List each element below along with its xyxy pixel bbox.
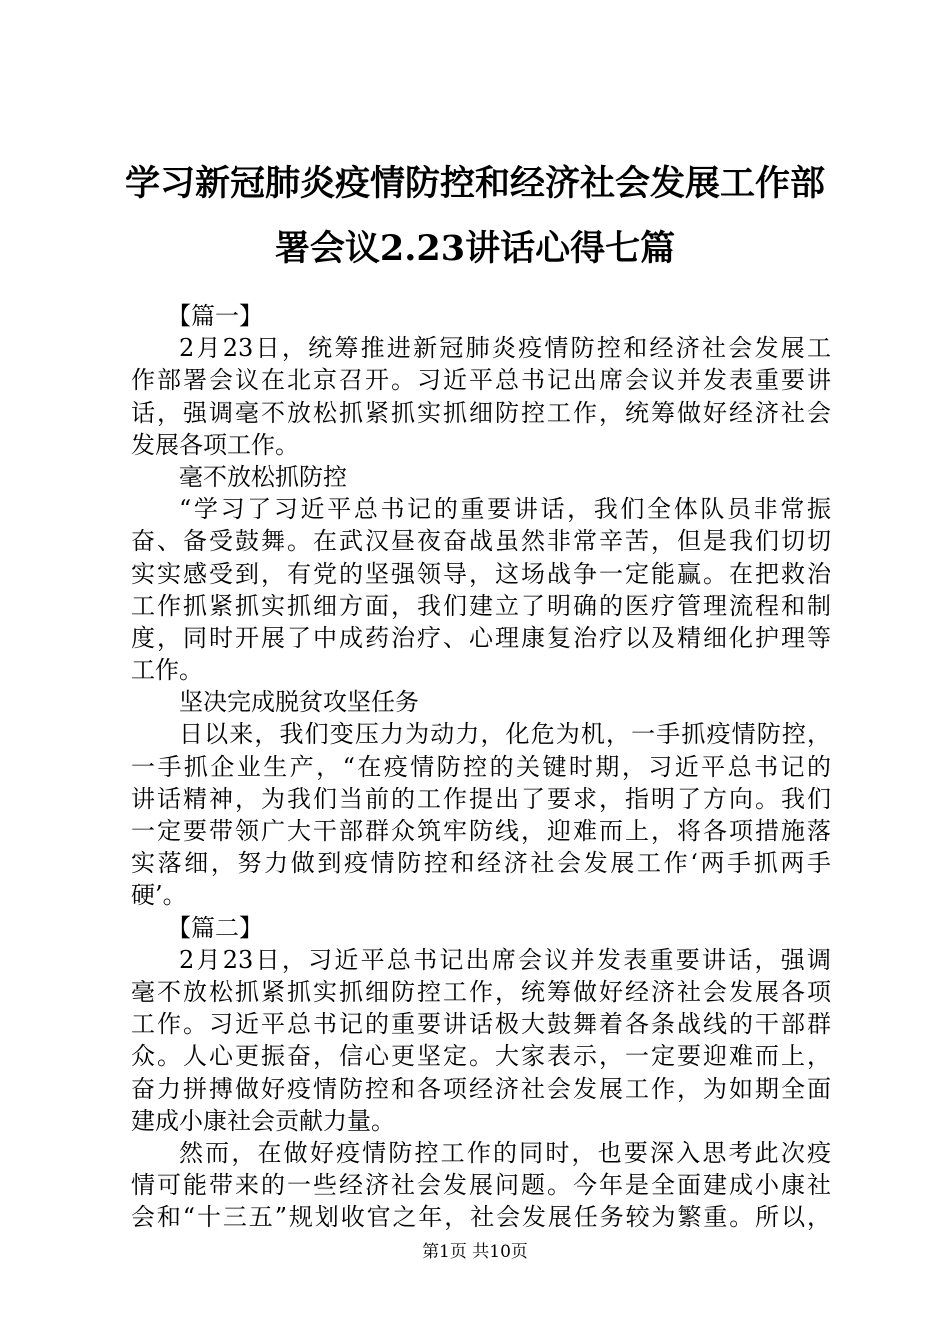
body-line: 度，同时开展了中成药治疗、心理康复治疗以及精细化护理等 — [131, 623, 831, 652]
body-line: 一手抓企业生产，“在疫情防控的关键时期，习近平总书记的 — [131, 752, 831, 781]
body-line: “学习了习近平总书记的重要讲话，我们全体队员非常振 — [179, 495, 831, 524]
page-number-footer: 第1页 共10页 — [422, 1242, 528, 1262]
body-line: 2月23日，统筹推进新冠肺炎疫情防控和经济社会发展工 — [179, 334, 831, 363]
body-line: 会和“十三五”规划收官之年，社会发展任务较为繁重。所以， — [131, 1203, 831, 1232]
body-line: 建成小康社会贡献力量。 — [131, 1106, 395, 1135]
body-line: 奋、备受鼓舞。在武汉昼夜奋战虽然非常辛苦，但是我们切切 — [131, 527, 831, 556]
body-line: 毫不放松抓紧抓实抓细防控工作，统筹做好经济社会发展各项 — [131, 977, 831, 1006]
body-line: 2月23日，习近平总书记出席会议并发表重要讲话，强调 — [179, 945, 831, 974]
body-line: 然而，在做好疫情防控工作的同时，也要深入思考此次疫 — [179, 1138, 831, 1167]
body-line: 众。人心更振奋，信心更坚定。大家表示，一定要迎难而上， — [131, 1042, 831, 1071]
body-line: 工作。 — [131, 656, 203, 685]
document-title-line-1: 学习新冠肺炎疫情防控和经济社会发展工作部 — [124, 163, 825, 204]
document-body — [131, 300, 831, 1233]
document-title-line-2: 署会议2.23讲话心得七篇 — [274, 228, 676, 269]
body-line: 作部署会议在北京召开。习近平总书记出席会议并发表重要讲 — [131, 366, 831, 395]
body-line: 工作。习近平总书记的重要讲话极大鼓舞着各条战线的干部群 — [131, 1010, 831, 1039]
body-line: 情可能带来的一些经济社会发展问题。今年是全面建成小康社 — [131, 1171, 831, 1200]
body-line: 硬’。 — [131, 881, 187, 910]
body-line: 话，强调毫不放松抓紧抓实抓细防控工作，统筹做好经济社会 — [131, 398, 831, 427]
subheading: 坚决完成脱贫攻坚任务 — [179, 688, 419, 717]
body-line: 实落细，努力做到疫情防控和经济社会发展工作‘两手抓两手 — [131, 849, 831, 878]
section-heading-2: 【篇二】 — [167, 913, 263, 942]
body-line: 实实感受到，有党的坚强领导，这场战争一定能赢。在把救治 — [131, 559, 831, 588]
body-line: 发展各项工作。 — [131, 430, 299, 459]
body-line: 奋力拼搏做好疫情防控和各项经济社会发展工作，为如期全面 — [131, 1074, 831, 1103]
body-line: 日以来，我们变压力为动力，化危为机，一手抓疫情防控， — [179, 720, 831, 749]
body-line: 讲话精神，为我们当前的工作提出了要求，指明了方向。我们 — [131, 784, 831, 813]
body-line: 工作抓紧抓实抓细方面，我们建立了明确的医疗管理流程和制 — [131, 591, 831, 620]
section-heading-1: 【篇一】 — [167, 302, 263, 330]
subheading: 毫不放松抓防控 — [179, 462, 347, 491]
body-line: 一定要带领广大干部群众筑牢防线，迎难而上，将各项措施落 — [131, 817, 831, 845]
